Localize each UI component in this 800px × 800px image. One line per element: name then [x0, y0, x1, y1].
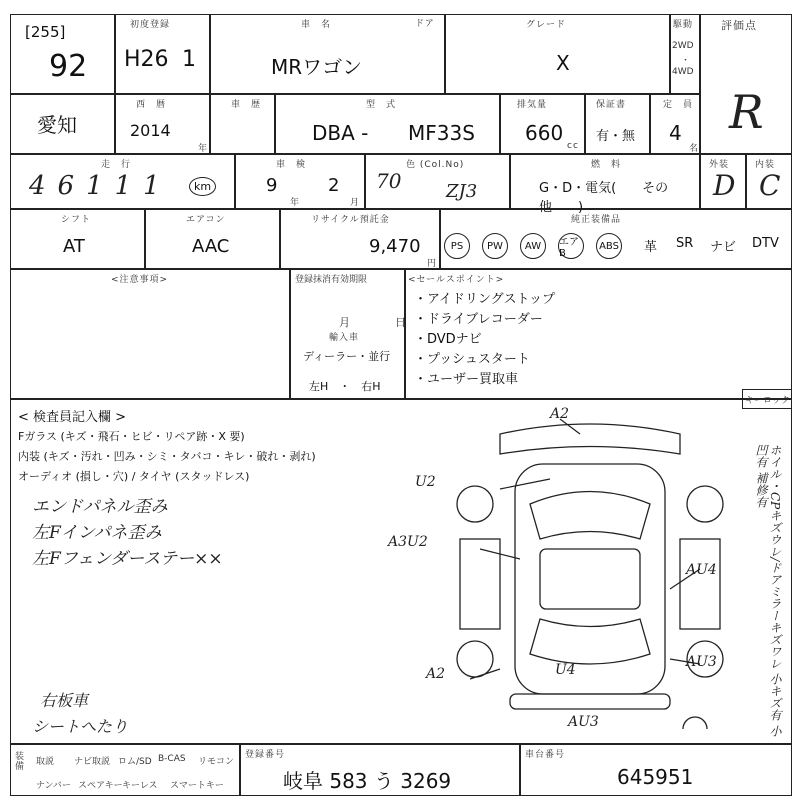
fuel-value: G・D・電気( その他 )	[539, 181, 669, 215]
bottom-item-3: ロム/SD	[118, 757, 152, 767]
shaken-month: 2	[328, 175, 340, 196]
damage-mark-2: U2	[415, 474, 436, 490]
color-code: ZJ3	[446, 181, 478, 202]
import-label: 輸入車	[329, 333, 360, 343]
damage-mark-7: AU4	[686, 562, 717, 578]
equip-aw: AW	[520, 233, 546, 259]
plate-label: 登録番号	[245, 750, 286, 760]
chassis-box	[520, 744, 792, 796]
interior-box	[746, 154, 792, 209]
sell-points-label: <セールスポイント>	[408, 275, 505, 285]
capacity-value: 4	[669, 121, 682, 145]
inspector-line-3: オーディオ (損し・穴) / タイヤ (スタッドレス)	[18, 470, 250, 483]
inspector-line-1: Fガラス (キズ・飛石・ヒビ・リペア跡・X 要)	[18, 430, 245, 443]
keylock-box	[742, 389, 792, 409]
shaken-month-unit: 月	[350, 198, 361, 208]
recycle-box	[280, 209, 440, 269]
car-body	[515, 464, 665, 694]
color-no: 70	[376, 169, 402, 193]
bottom-item-8: キーレス	[122, 781, 158, 791]
recycle-label: リサイクル預託金	[311, 215, 390, 225]
aircon-value: AAC	[192, 236, 230, 257]
equip-leather: 革	[644, 240, 658, 255]
reg-expiry-box	[290, 269, 405, 399]
note-3: 左Fフェンダーステー××	[32, 549, 223, 569]
lot-number: 92	[49, 49, 88, 84]
shift-box	[10, 209, 145, 269]
shaken-box	[235, 154, 365, 209]
bottom-item-6: ナンバー	[36, 781, 71, 791]
type-box	[275, 94, 500, 154]
aircon-box	[145, 209, 280, 269]
prefecture-value: 愛知	[37, 113, 77, 137]
equip-navi: ナビ	[710, 240, 737, 255]
year-unit: 年	[198, 144, 209, 154]
fuel-box	[510, 154, 700, 215]
bottom-note-2: シートへたり	[32, 717, 129, 736]
rating-mark: R	[729, 85, 764, 139]
damage-mark-3: A3U2	[388, 534, 428, 550]
sell-point-3: ・DVDナビ	[414, 332, 482, 347]
grade-label: グレード	[526, 20, 567, 30]
chassis-label: 車台番号	[525, 750, 566, 760]
car-name-value: MRワゴン	[271, 55, 363, 79]
equip-abs: ABS	[596, 233, 622, 259]
rear-bumper	[510, 694, 670, 709]
inspector-line-2: 内装 (キズ・汚れ・凹み・シミ・タバコ・キレ・破れ・剥れ)	[18, 450, 316, 463]
equip-sr: SR	[676, 236, 694, 251]
lot-bracket: [255]	[25, 23, 66, 41]
shift-value: AT	[63, 236, 85, 257]
first-reg-box	[115, 14, 210, 94]
wheel-rl	[457, 641, 493, 677]
plate-number: 岐阜 583 う 3269	[283, 769, 452, 793]
exterior-grade: D	[713, 169, 736, 202]
drive-label: 駆動	[673, 20, 694, 30]
drive-box	[670, 14, 700, 94]
type-label: 型 式	[366, 100, 397, 110]
equipment-label: 純正装備品	[571, 215, 622, 225]
capacity-box	[650, 94, 700, 154]
note-1: エンドパネル歪み	[32, 497, 168, 517]
displacement-box	[500, 94, 585, 154]
bottom-item-1: 取説	[36, 757, 55, 767]
spare-wheel	[683, 717, 707, 729]
model-year-box	[210, 94, 275, 154]
bottom-item-2: ナビ取説	[74, 757, 111, 767]
wheel-fr	[687, 486, 723, 522]
door-label: ドア	[415, 19, 435, 29]
displacement-value: 660	[525, 121, 564, 145]
caution-label: <注意事項>	[111, 275, 169, 285]
dealer-parallel: ディーラー・並行	[303, 350, 391, 363]
displacement-label: 排気量	[517, 100, 548, 110]
equip-airbag: エアB	[558, 233, 584, 259]
bottom-item-4: B-CAS	[158, 754, 186, 764]
color-label: 色 (Col.No)	[406, 160, 465, 170]
western-year-label: 西 暦	[136, 100, 167, 110]
exterior-label: 外装	[709, 160, 730, 170]
warranty-label: 保証書	[596, 100, 627, 110]
exterior-box	[700, 154, 746, 209]
shaken-year: 9	[266, 175, 278, 196]
bottom-item-5: リモコン	[198, 757, 235, 767]
steering: 左H ・ 右H	[309, 380, 381, 393]
aircon-label: エアコン	[186, 215, 226, 225]
reg-month: 月	[339, 316, 351, 329]
reg-expiry-label: 登録抹消有効期限	[295, 275, 368, 285]
sell-point-4: ・プッシュスタート	[414, 352, 530, 367]
caution-box	[10, 269, 290, 399]
displacement-unit: cc	[567, 141, 579, 151]
recycle-fee: 9,470	[369, 236, 421, 257]
bottom-item-7: スペアキー	[78, 781, 123, 791]
mileage-unit: km	[189, 177, 216, 196]
capacity-label: 定 員	[663, 100, 694, 110]
bottom-item-9: スマートキー	[170, 781, 224, 791]
fuel-label: 燃 料	[591, 160, 622, 170]
year-value: 2014	[130, 121, 171, 140]
equip-ps: PS	[444, 233, 470, 259]
reg-day: 日	[395, 316, 407, 329]
rating-label: 評価点	[721, 19, 757, 32]
grade-value: X	[556, 51, 570, 75]
equip-dtv: DTV	[752, 236, 779, 251]
bottom-note-1: 右板車	[40, 691, 89, 710]
damage-mark-4: A2	[426, 666, 446, 682]
drive-4wd: 4WD	[672, 67, 694, 77]
drive-2wd: 2WD	[672, 41, 694, 51]
chassis-number: 645951	[617, 765, 694, 789]
equip-pw: PW	[482, 233, 508, 259]
mileage-box	[10, 154, 235, 209]
drive-dot: ・	[681, 56, 692, 66]
shift-label: シフト	[61, 215, 92, 225]
plate-box	[240, 744, 520, 796]
front-bumper	[500, 424, 680, 454]
capacity-unit: 名	[689, 144, 700, 154]
recycle-unit: 円	[427, 259, 438, 269]
bottom-side-label: 装備	[13, 751, 23, 771]
sell-point-5: ・ユーザー買取車	[414, 372, 519, 387]
interior-grade: C	[759, 169, 781, 202]
first-reg-label: 初度登録	[130, 20, 171, 30]
warranty-value: 有・無	[596, 129, 636, 144]
car-name-label: 車 名	[301, 20, 332, 30]
rating-box	[700, 14, 792, 154]
warranty-box	[585, 94, 650, 154]
month-value: 1	[182, 47, 196, 72]
model-code: MF33S	[408, 121, 475, 145]
era-value: H26	[124, 47, 169, 72]
keylock-label: キーロック	[745, 396, 790, 406]
lot-box	[10, 14, 115, 94]
mileage-value: 46111	[29, 171, 172, 201]
mileage-label: 走 行	[101, 160, 132, 170]
shaken-year-unit: 年	[290, 198, 301, 208]
damage-mark-5: U4	[555, 662, 576, 678]
rear-window	[530, 619, 650, 664]
color-box	[365, 154, 510, 209]
model-prefix: DBA -	[312, 121, 369, 145]
interior-label: 内装	[755, 160, 776, 170]
car-name-box	[210, 14, 445, 94]
model-year-label: 車 歴	[231, 100, 262, 110]
auction-sheet	[10, 14, 792, 796]
damage-mark-8: AU3	[568, 714, 599, 730]
prefecture-box	[10, 94, 115, 154]
damage-mark-1: A2	[550, 406, 570, 422]
year-box	[115, 94, 210, 154]
door-right	[680, 539, 720, 629]
damage-mark-6: AU3	[686, 654, 717, 670]
note-2: 左Fインパネ歪み	[32, 523, 162, 543]
wheel-fl	[457, 486, 493, 522]
side-note: ホイル・CPキズウレ/ドアミラーキズワレ 小キズ有 小凹有 補修有	[754, 444, 782, 737]
sell-point-1: ・アイドリングストップ	[414, 292, 556, 307]
sell-point-2: ・ドライブレコーダー	[414, 312, 543, 327]
inspector-label: < 検査員記入欄 >	[18, 410, 127, 425]
roof	[540, 549, 640, 609]
grade-box	[445, 14, 670, 94]
windshield	[530, 492, 650, 540]
shaken-label: 車 検	[276, 160, 307, 170]
